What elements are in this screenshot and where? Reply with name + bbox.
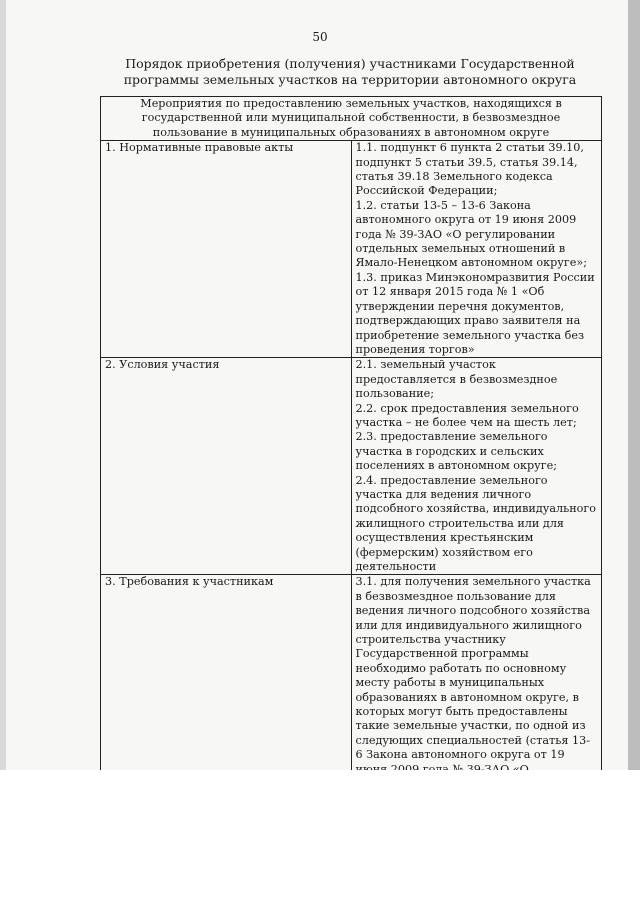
row-content [351,141,602,358]
page-number: 50 [312,30,328,44]
row-content [351,358,602,575]
document-title: Порядок приобретения (получения) участниками Государственной программы земельных участков на территории автономного округа [123,56,577,87]
clause: 2.2. срок предоставления земельного участка – не более чем на шесть лет; [355,401,579,429]
row-label: 3. Требования к участникам [101,575,352,821]
table-row [101,141,602,358]
blank-margin [0,770,640,905]
clause: 1.3. приказ Минэкономразвития России от 12 января 2015 года № 1 «Об утверждении перечня документов, подтверждающих право заявителя на приобретение земельного участка без проведения торгов» [355,270,595,356]
clause: 2.1. земельный участок предоставляется в безвозмездное пользование; [355,358,558,401]
clause: 1.1. подпункт 6 пункта 2 статьи 39.10, подпункт 5 статьи 39.5, статья 39.14, статья 39.18 Земельного кодекса Российской Федерации; [355,141,584,198]
clause: 1.2. статьи 13-5 – 13-6 Закона автономного округа от 19 июня 2009 года № 39-ЗАО «О регулировании отдельных земельных отношений в Ямало-Ненецком автономном округе»; [355,198,587,270]
scan-right-edge [628,0,640,770]
row-label: 2. Условия участия [101,358,352,575]
scan-left-edge [0,0,6,770]
measures-table [100,96,602,821]
row-label: 1. Нормативные правовые акты [101,141,352,358]
table-row [101,358,602,575]
table-header: Мероприятия по предоставлению земельных участков, находящихся в государственной или муниципальной собственности, в безвозмездное пользование в муниципальных образованиях в автономном округе [101,97,602,141]
clause: 2.3. предоставление земельного участка в городских и сельских поселениях в автономном округе; [355,430,557,473]
clause: 2.4. предоставление земельного участка для ведения личного подсобного хозяйства, индивидуального жилищного строительства или для осуществления крестьянским (фермерским) хозяйством его деятельности [355,473,596,573]
clause: 3.1. для получения земельного участка в безвозмездное пользование для ведения личного подсобного хозяйства или для индивидуального жилищного строительства участнику Государственной программы необходимо работать по основному месту работы в муниципальных образованиях в автономном округе, в которых могут быть предоставлены такие земельные участки, по одной из следующих специальностей (статья 13-6 Закона автономного округа от 19 [355,575,591,762]
table-header-row [101,97,602,141]
